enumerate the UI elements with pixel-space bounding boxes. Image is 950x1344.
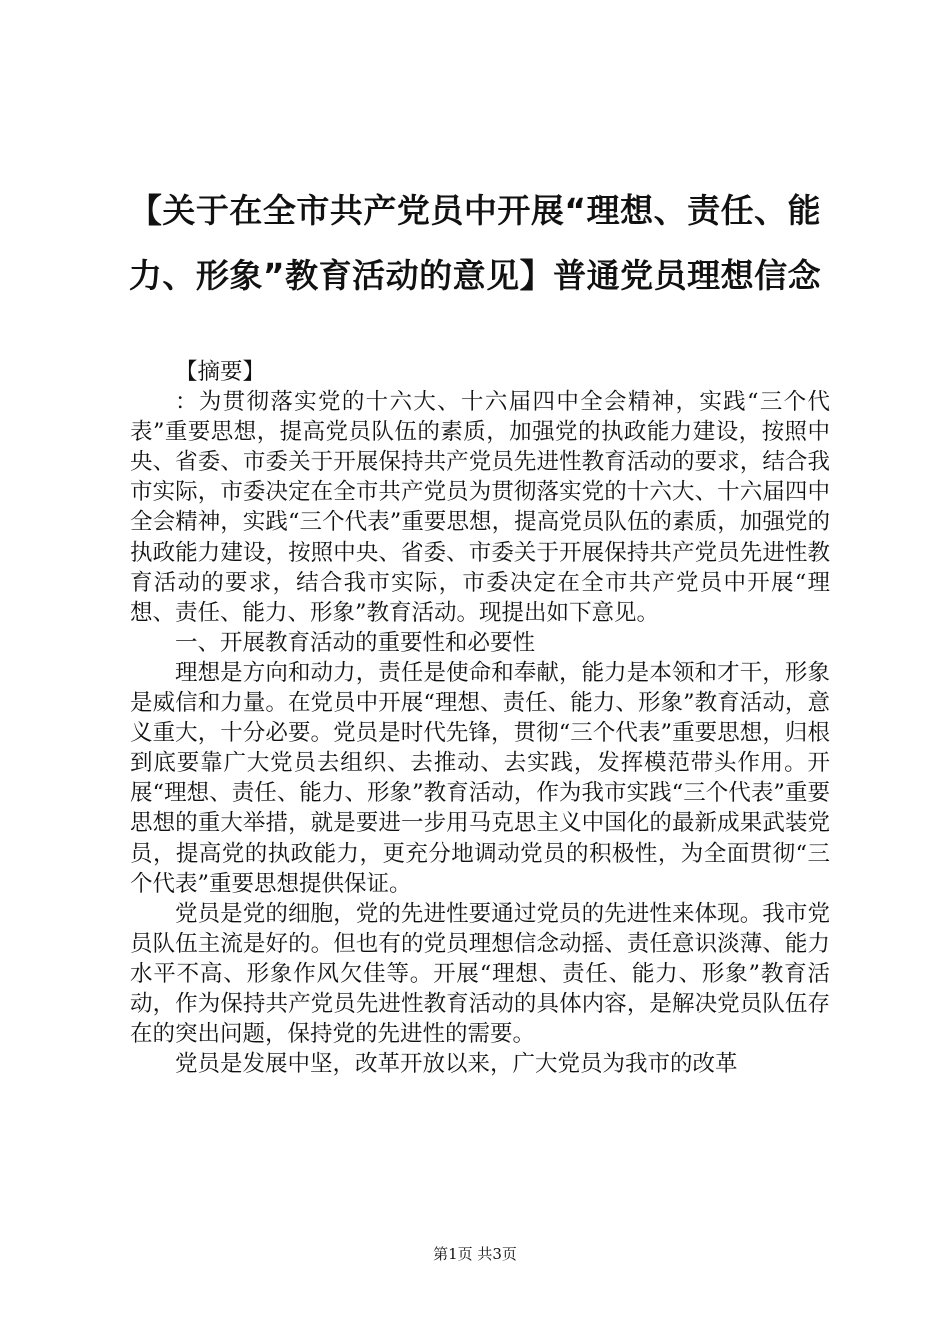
page-number-footer: 第1页 共3页 bbox=[433, 1245, 517, 1263]
document-body bbox=[130, 357, 830, 1079]
section-heading: 一、开展教育活动的重要性和必要性 bbox=[175, 629, 536, 656]
body-paragraph: 党员是发展中坚，改革开放以来，广大党员为我市的改革 bbox=[175, 1051, 738, 1078]
abstract-label: 【摘要】 bbox=[175, 359, 266, 385]
body-paragraph: 理想是方向和动力，责任是使命和奉献，能力是本领和才干，形象是威信和力量。在党员中开展“理想、责任、能力、形象”教育活动，意义重大，十分必要。党员是时代先锋，贯彻“三个代表”重要思想，归根到底要靠广大党员去组织、去推动、去实践，发挥模范带头作用。开展“理想、责任、能力、形象”教育活动，作为我市实践“三个代表”重要思想的重大举措，就是要进一步用马克思主义中国化的最新成果武装党员，提高党的执政能力，更充分地调动党员的积极性，为全面贯彻“三个代表”重要思想提供保证。 bbox=[130, 659, 830, 897]
document-title: 【关于在全市共产党员中开展“理想、责任、能力、形象”教育活动的意见】普通党员理想信念 bbox=[128, 191, 822, 295]
abstract-paragraph: ：为贯彻落实党的十六大、十六届四中全会精神，实践“三个代表”重要思想，提高党员队伍的素质，加强党的执政能力建设，按照中央、省委、市委关于开展保持共产党员先进性教育活动的要求，结合我市实际，市委决定在全市共产党员为贯彻落实党的十六大、十六届四中全会精神，实践“三个代表”重要思想，提高党员队伍的素质，加强党的执政能力建设，按照中央、省委、市委关于开展保持共产党员先进性教育活动的要求，结合我市实际，市委决定在全市共产党员中开展“理想、责任、能力、形象”教育活动。现提出如下意见。 bbox=[130, 389, 830, 626]
body-paragraph: 党员是党的细胞，党的先进性要通过党员的先进性来体现。我市党员队伍主流是好的。但也有的党员理想信念动摇、责任意识淡薄、能力水平不高、形象作风欠佳等。开展“理想、责任、能力、形象”教育活动，作为保持共产党员先进性教育活动的具体内容，是解决党员队伍存在的突出问题，保持党的先进性的需要。 bbox=[130, 900, 830, 1048]
